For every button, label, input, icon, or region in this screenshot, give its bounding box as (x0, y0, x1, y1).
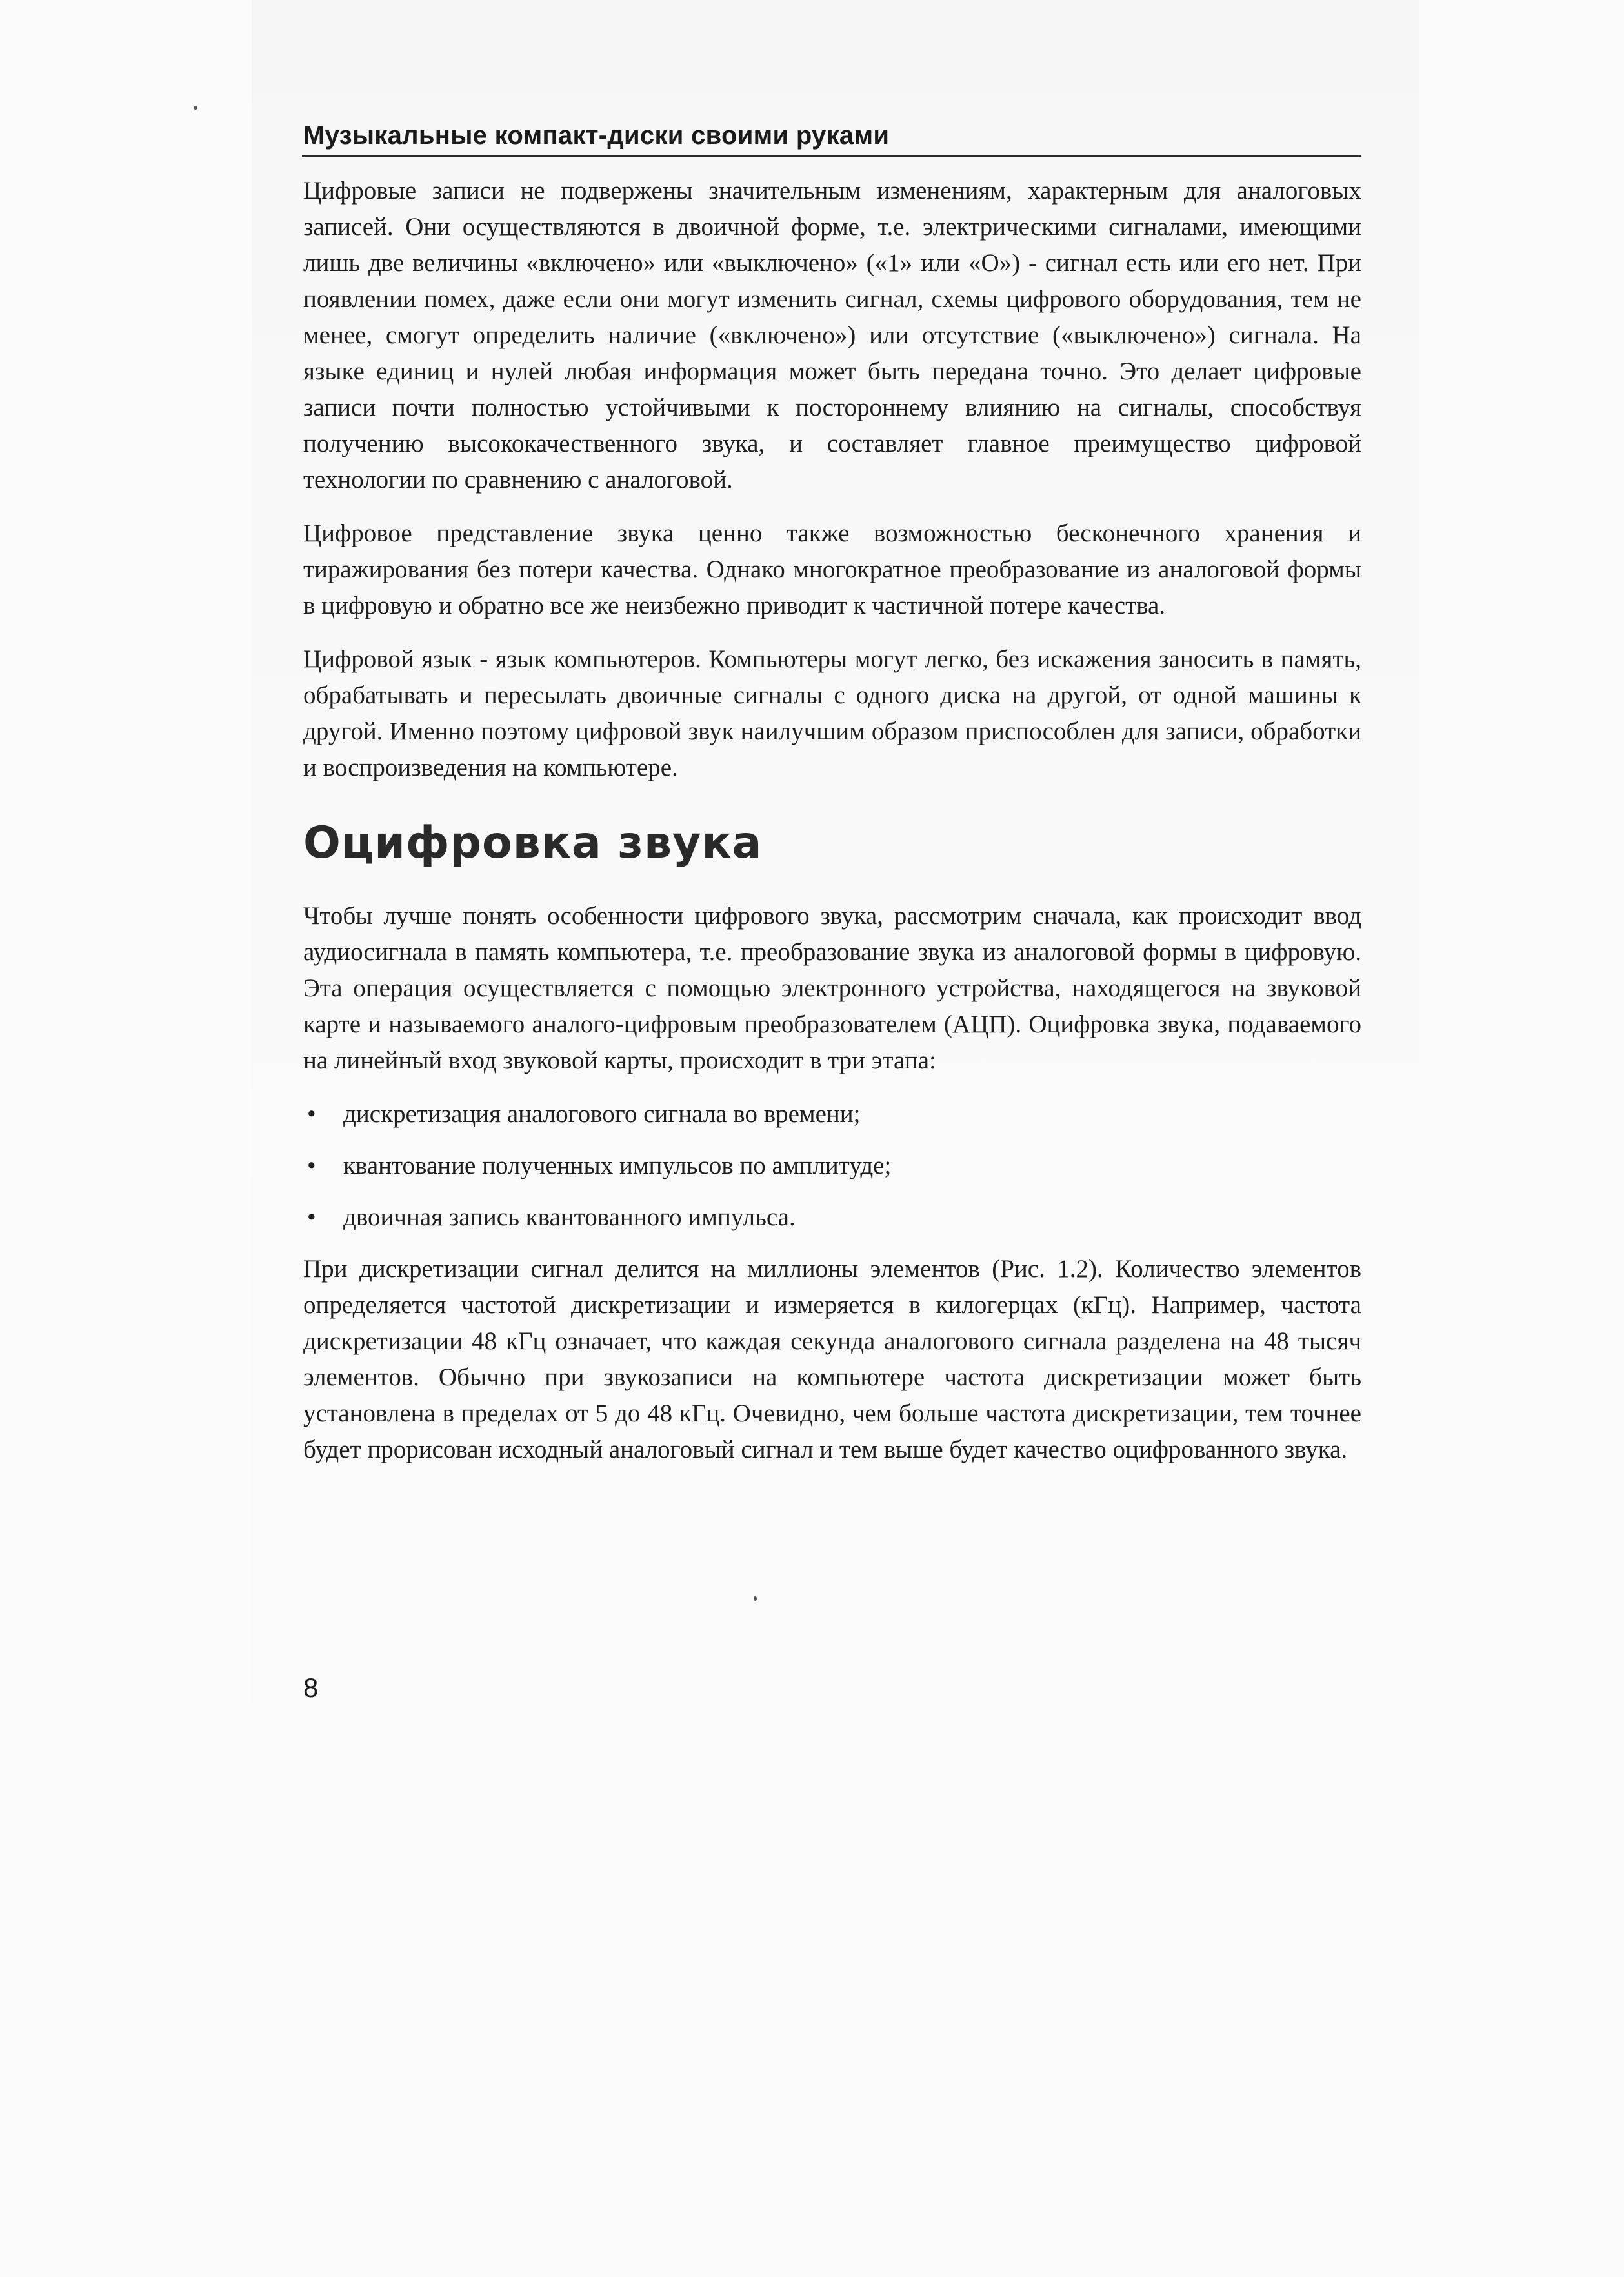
list-item-text: двоичная запись квантованного импульса. (343, 1203, 796, 1231)
scan-speck (754, 1596, 757, 1601)
paragraph-digital-representation: Цифровое представление звука ценно также возможностью бесконечного хранения и тиражирования без потери качества. Однако многократное преобразование из аналоговой формы в цифровую и обратно все же неизбежно приводит к частичной потере качества. (303, 519, 1361, 619)
scan-speck (194, 106, 197, 110)
stages-list (303, 1096, 1361, 1236)
bullet-icon: • (307, 1100, 316, 1128)
page-body (303, 173, 1361, 1485)
list-item (303, 1096, 1361, 1132)
paragraph-digital-language: Цифровой язык - язык компьютеров. Компьютеры могут легко, без искажения заносить в память, обрабатывать и пересылать двоичные сигналы с одного диска на другой, от одной машины к другой. Именно поэтому цифровой звук наилучшим образом приспособлен для записи, обработки и воспроизведения на компьютере. (303, 645, 1361, 781)
section-heading: Оцифровка звука (303, 818, 763, 868)
page-number: 8 (303, 1672, 319, 1703)
list-item-text: дискретизация аналогового сигнала во времени; (343, 1100, 861, 1128)
paragraph-digital-records: Цифровые записи не подвержены значительным изменениям, характерным для аналоговых записей. Они осуществляются в двоичной форме, т.е. электрическими сигналами, имеющими лишь две величины «включено» или «выключено» («1» или «О») - сигнал есть или его нет. При появлении помех, даже если они могут изменить сигнал, схемы цифрового оборудования, тем не менее, смогут определить наличие («включено») или отсутствие («выключено») сигнала. На языке единиц и нулей любая информация может быть передана точно. Это делает цифровые записи почти полностью устойчивыми к постороннему влиянию на сигналы, способствуя получению высококачественного звука, и составляет главное преимущество цифровой технологии по сравнению с аналоговой. (303, 177, 1361, 494)
list-item (303, 1148, 1361, 1184)
list-item-text: квантование полученных импульсов по амплитуде; (343, 1152, 892, 1179)
bullet-icon: • (307, 1152, 316, 1179)
list-item (303, 1199, 1361, 1236)
header-rule (302, 155, 1361, 157)
bullet-icon: • (307, 1203, 316, 1231)
paragraph-intro-adc: Чтобы лучше понять особенности цифрового звука, рассмотрим сначала, как происходит ввод аудиосигнала в память компьютера, т.е. преобразование звука из аналоговой формы в цифровую. Эта операция осуществляется с помощью электронного устройства, находящегося на звуковой карте и называемого аналого-цифровым преобразователем (АЦП). Оцифровка звука, подаваемого на линейный вход звуковой карты, происходит в три этапа: (303, 902, 1361, 1074)
running-head-title: Музыкальные компакт-диски своими руками (303, 121, 890, 150)
paragraph-sampling: При дискретизации сигнал делится на миллионы элементов (Рис. 1.2). Количество элементов определяется частотой дискретизации и измеряется в килогерцах (кГц). Например, частота дискретизации 48 кГц означает, что каждая секунда аналогового сигнала разделена на 48 тысяч элементов. Обычно при звукозаписи на компьютере частота дискретизации может быть установлена в пределах от 5 до 48 кГц. Очевидно, чем больше частота дискретизации, тем точнее будет прорисован исходный аналоговый сигнал и тем выше будет качество оцифрованного звука. (303, 1255, 1361, 1463)
